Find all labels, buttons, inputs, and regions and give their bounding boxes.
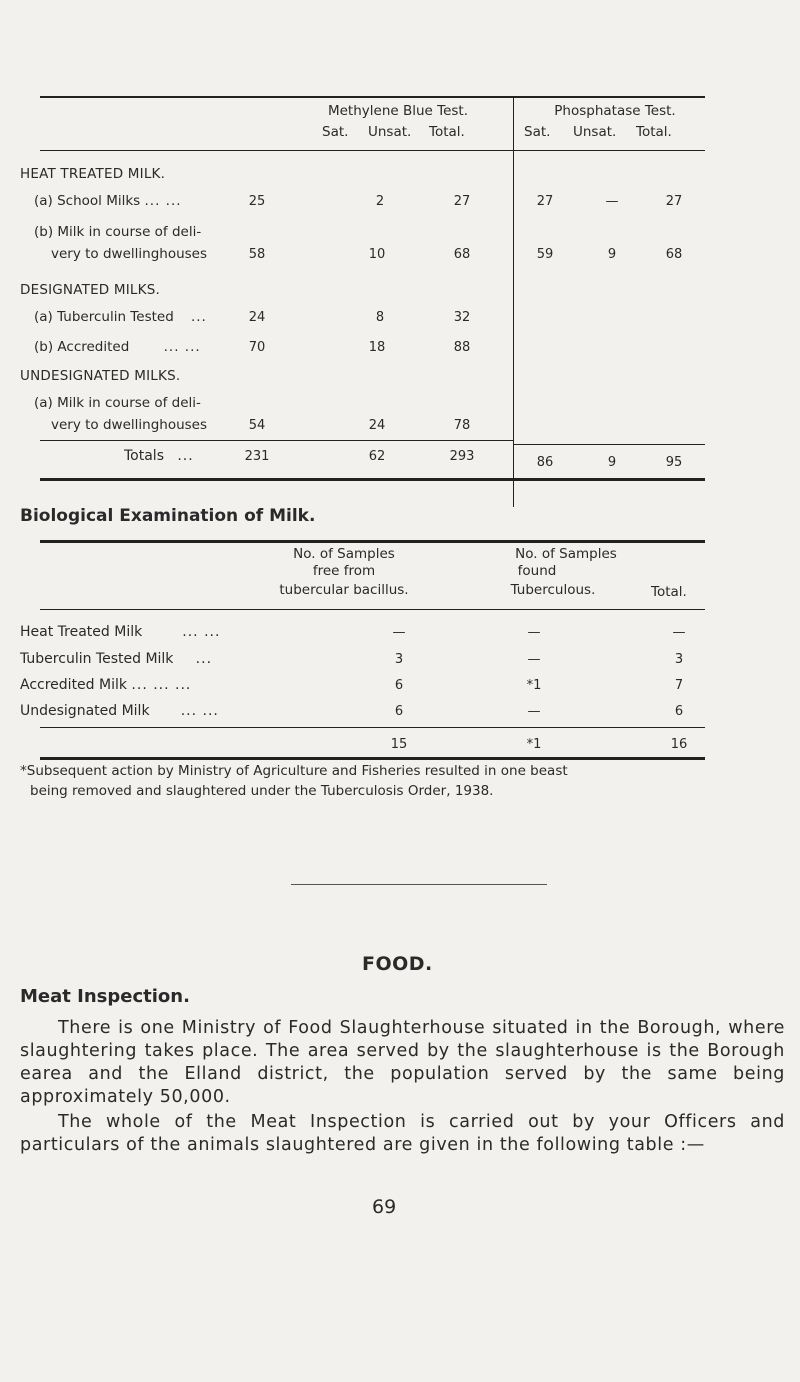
- ph-sat: 27: [536, 194, 554, 209]
- ph-total-total: 95: [665, 455, 683, 470]
- bio-col2-line3: Tuberculous.: [510, 582, 596, 598]
- bio-col1-line3: tubercular bacillus.: [279, 582, 409, 598]
- bio-top-rule: [40, 540, 705, 543]
- mb-unsat: 2: [375, 194, 385, 209]
- mb-sat: 70: [248, 340, 266, 355]
- row-label: (b) Accredited: [34, 339, 130, 355]
- row-label: Tuberculin Tested Milk: [20, 651, 174, 667]
- bio-found: —: [527, 652, 541, 667]
- bio-free: 3: [394, 652, 404, 667]
- table-bottom-rule: [40, 478, 705, 481]
- row-dots: ...: [195, 651, 213, 667]
- mb-total-header: Total.: [429, 124, 465, 140]
- mb-sat: 58: [248, 247, 266, 262]
- mb-sat: 24: [248, 310, 266, 325]
- mb-total: 88: [453, 340, 471, 355]
- header-rule: [40, 150, 705, 151]
- section-divider: [291, 884, 547, 885]
- row-label: (b) Milk in course of deli-: [34, 224, 202, 240]
- table-top-rule: [40, 96, 705, 98]
- totals-label: Totals: [124, 448, 164, 464]
- totals-rule-left: [40, 440, 513, 441]
- row-dots: ... ...: [182, 624, 221, 640]
- mb-unsat-header: Unsat.: [368, 124, 412, 140]
- bio-free: 6: [394, 678, 404, 693]
- row-label: (a) Tuberculin Tested: [34, 309, 174, 325]
- ph-sat-total: 86: [536, 455, 554, 470]
- ph-total: 68: [665, 247, 683, 262]
- paragraph-1: There is one Ministry of Food Slaughterhouse situated in the Borough, where slaughtering takes place. The area served by the slaughterhouse is the Borough earea and the Elland district, the population served by the same being approximately 50,000.: [20, 1018, 785, 1107]
- mb-unsat: 18: [368, 340, 386, 355]
- row-label-cont: very to dwellinghouses: [51, 246, 208, 262]
- mb-unsat-total: 62: [368, 449, 386, 464]
- bio-found: *1: [526, 678, 542, 693]
- paragraph-2: The whole of the Meat Inspection is carried out by your Officers and particulars of the animals slaughtered are given in the following table :—: [20, 1112, 785, 1155]
- section-title: UNDESIGNATED MILKS.: [20, 368, 181, 384]
- bio-total: 3: [674, 652, 684, 667]
- bio-col3-header: Total.: [651, 584, 687, 600]
- ph-sat: 59: [536, 247, 554, 262]
- bio-total: —: [672, 625, 686, 640]
- row-label-cont: very to dwellinghouses: [51, 417, 208, 433]
- mb-total: 78: [453, 418, 471, 433]
- mb-sat-total: 231: [244, 449, 270, 464]
- row-dots: ... ...: [144, 193, 182, 209]
- ph-unsat: —: [605, 194, 619, 209]
- section-title: DESIGNATED MILKS.: [20, 282, 160, 298]
- mb-total: 32: [453, 310, 471, 325]
- section-title: HEAT TREATED MILK.: [20, 166, 166, 182]
- row-label: (a) Milk in course of deli-: [34, 395, 201, 411]
- ph-unsat: 9: [607, 247, 617, 262]
- bio-col1-line1: No. of Samples: [293, 546, 395, 562]
- row-label: (a) School Milks: [34, 193, 141, 209]
- row-dots: ...: [190, 309, 207, 325]
- mb-sat: 25: [248, 194, 266, 209]
- footnote-line1: *Subsequent action by Ministry of Agriculture and Fisheries resulted in one beast: [20, 763, 568, 779]
- bio-total: 6: [674, 704, 684, 719]
- bio-header-rule: [40, 609, 705, 610]
- bio-title: Biological Examination of Milk.: [20, 506, 316, 526]
- bio-free: —: [392, 625, 406, 640]
- footnote-line2: being removed and slaughtered under the Tuberculosis Order, 1938.: [30, 783, 494, 799]
- mb-total-total: 293: [449, 449, 475, 464]
- bio-free-total: 15: [390, 737, 408, 752]
- mb-total: 27: [453, 194, 471, 209]
- row-label: Heat Treated Milk: [20, 624, 143, 640]
- bio-total-total: 16: [670, 737, 688, 752]
- bio-totals-rule: [40, 727, 705, 728]
- meat-inspection-heading: Meat Inspection.: [20, 986, 190, 1007]
- ph-total-header: Total.: [636, 124, 672, 140]
- ph-total: 27: [665, 194, 683, 209]
- mb-sat-header: Sat.: [322, 124, 349, 140]
- row-label: Accredited Milk: [20, 677, 127, 693]
- row-label: Undesignated Milk: [20, 703, 150, 719]
- ph-unsat-total: 9: [607, 455, 617, 470]
- bio-col2-line2: found: [517, 563, 557, 579]
- mb-unsat: 10: [368, 247, 386, 262]
- bio-col2-line1: No. of Samples: [515, 546, 617, 562]
- totals-dots: ...: [177, 448, 194, 464]
- bio-col1-line2: free from: [312, 563, 376, 579]
- ph-sat-header: Sat.: [524, 124, 551, 140]
- mb-sat: 54: [248, 418, 266, 433]
- methylene-blue-header: Methylene Blue Test.: [327, 103, 469, 119]
- row-dots: ... ...: [163, 339, 201, 355]
- food-heading: FOOD.: [362, 953, 433, 975]
- phosphatase-header: Phosphatase Test.: [554, 103, 676, 119]
- bio-total: 7: [674, 678, 684, 693]
- ph-unsat-header: Unsat.: [573, 124, 617, 140]
- bio-found: —: [527, 625, 541, 640]
- bio-bottom-rule: [40, 757, 705, 760]
- totals-rule-right: [514, 444, 705, 445]
- mb-total: 68: [453, 247, 471, 262]
- row-dots: ... ...: [180, 703, 219, 719]
- page-number: 69: [372, 1196, 397, 1218]
- bio-free: 6: [394, 704, 404, 719]
- bio-found: —: [527, 704, 541, 719]
- mb-unsat: 8: [375, 310, 385, 325]
- row-dots: ... ... ...: [131, 677, 192, 693]
- bio-found-total: *1: [526, 737, 542, 752]
- column-divider: [513, 97, 514, 507]
- mb-unsat: 24: [368, 418, 386, 433]
